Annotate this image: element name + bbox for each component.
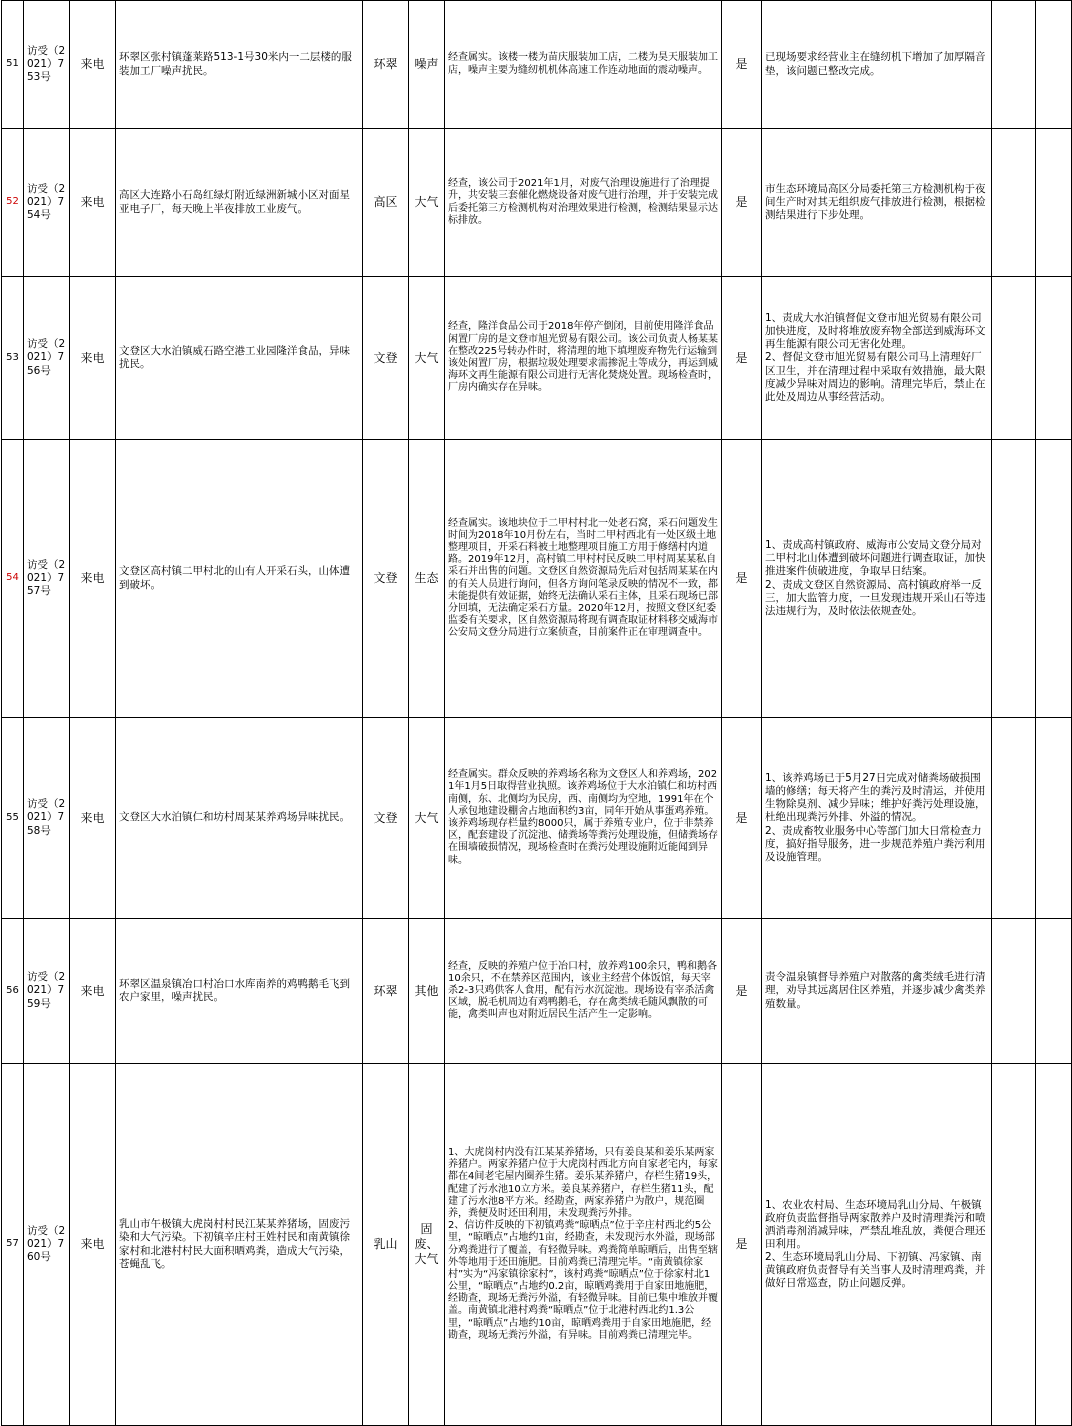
district: 乳山 <box>363 1064 409 1426</box>
handling-actions: 1、该养鸡场已于5月27日完成对储粪场破损围墙的修缮；每天将产生的粪污及时清运，并使用生物除臭剂、减少异味；维护好粪污处理设施，杜绝出现粪污外排、外溢的情况。 2、责成畜牧业服务中心等部门加大日常检查力度，搞好指导服务，进一步规范养殖户粪污利用及设施管理。 <box>762 718 992 919</box>
handling-actions: 市生态环境局高区分局委托第三方检测机构于夜间生产时对其无组织废气排放进行检测，根据检测结果进行下步处理。 <box>762 129 992 277</box>
blank-cell <box>992 718 1036 919</box>
case-number: 访受（2021）758号 <box>24 718 70 919</box>
verified-flag: 是 <box>722 1 762 129</box>
table-row <box>2 718 1072 919</box>
table-row <box>2 440 1072 718</box>
blank-cell <box>1036 919 1072 1064</box>
blank-cell <box>992 1 1036 129</box>
source-channel: 来电 <box>70 1064 116 1426</box>
source-channel: 来电 <box>70 718 116 919</box>
district: 文登 <box>363 718 409 919</box>
row-number: 51 <box>2 1 24 129</box>
pollution-type: 大气 <box>409 277 445 440</box>
complaint-description: 文登区大水泊镇仁和坊村周某某养鸡场异味扰民。 <box>116 718 363 919</box>
investigation-findings: 经查属实。该楼一楼为苗庆服装加工店，二楼为昊天服装加工店，噪声主要为缝纫机机体高速工作连动地面的震动噪声。 <box>445 1 722 129</box>
pollution-type: 大气 <box>409 129 445 277</box>
case-number: 访受（2021）757号 <box>24 440 70 718</box>
complaint-description: 文登区大水泊镇威石路空港工业园隆洋食品，异味扰民。 <box>116 277 363 440</box>
case-number: 访受（2021）753号 <box>24 1 70 129</box>
blank-cell <box>992 1064 1036 1426</box>
complaint-description: 乳山市午极镇大虎岗村村民江某某养猪场，固废污染和大气污染。下初镇辛庄村王姓村民和南黄镇徐家村和北港村村民大面积晒鸡粪，造成大气污染，苍蝇乱飞。 <box>116 1064 363 1426</box>
blank-cell <box>1036 718 1072 919</box>
blank-cell <box>992 440 1036 718</box>
blank-cell <box>1036 1064 1072 1426</box>
row-number: 53 <box>2 277 24 440</box>
case-number: 访受（2021）756号 <box>24 277 70 440</box>
pollution-type: 生态 <box>409 440 445 718</box>
verified-flag: 是 <box>722 919 762 1064</box>
complaint-description: 高区大连路小石岛红绿灯附近绿洲新城小区对面星亚电子厂，每天晚上半夜排放工业废气。 <box>116 129 363 277</box>
handling-actions: 1、农业农村局、生态环境局乳山分局、午极镇政府负责监督指导两家散养户及时清理粪污和喷洒消毒剂消减异味，严禁乱堆乱放，粪便合理还田利用。 2、生态环境局乳山分局、下初镇、冯家镇、南黄镇政府负责督导有关当事人及时清理鸡粪，并做好日常巡查，防止问题反弹。 <box>762 1064 992 1426</box>
complaint-table <box>1 0 1072 1426</box>
pollution-type: 其他 <box>409 919 445 1064</box>
investigation-findings: 经查属实。群众反映的养鸡场名称为文登区人和养鸡场，2021年1月5日取得营业执照。该养鸡场位于大水泊镇仁和坊村西南侧，东、北侧均为民房，西、南侧均为空地，1991年在个人承包地建设棚舍占地面积约3亩，同年开始从事蛋鸡养殖。该养鸡场现存栏量约8000只，属于养殖专业户，位于非禁养区，配套建设了沉淀池、储粪场等粪污处理设施，但储粪场存在围墙破损情况，现场检查时在粪污处理设施附近能闻到异味。 <box>445 718 722 919</box>
blank-cell <box>992 919 1036 1064</box>
blank-cell <box>992 277 1036 440</box>
verified-flag: 是 <box>722 440 762 718</box>
table-row <box>2 919 1072 1064</box>
table-body <box>2 1 1072 1426</box>
pollution-type: 固废、大气 <box>409 1064 445 1426</box>
complaint-description: 环翠区温泉镇冶口村冶口水库南养的鸡鸭鹅毛飞到农户家里，噪声扰民。 <box>116 919 363 1064</box>
source-channel: 来电 <box>70 1 116 129</box>
handling-actions: 1、责成高村镇政府、威海市公安局文登分局对二甲村北山体遭到破坏问题进行调查取证，加快推进案件侦破进度，争取早日结案。 2、责成文登区自然资源局、高村镇政府举一反三，加大监管力度，一旦发现违规开采山石等违法违规行为，及时依法依规查处。 <box>762 440 992 718</box>
handling-actions: 责令温泉镇督导养殖户对散落的禽类绒毛进行清理，劝导其远离居住区养殖，并逐步减少禽类养殖数量。 <box>762 919 992 1064</box>
row-number: 57 <box>2 1064 24 1426</box>
pollution-type: 大气 <box>409 718 445 919</box>
table-row <box>2 1064 1072 1426</box>
pollution-type: 噪声 <box>409 1 445 129</box>
row-number: 54 <box>2 440 24 718</box>
handling-actions: 1、责成大水泊镇督促文登市旭光贸易有限公司加快进度，及时将堆放废弃物全部送到威海环文再生能源有限公司无害化处理。 2、督促文登市旭光贸易有限公司马上清理好厂区卫生，并在清理过程中采取有效措施，最大限度减少异味对周边的影响。清理完毕后，禁止在此处及周边从事经营活动。 <box>762 277 992 440</box>
source-channel: 来电 <box>70 129 116 277</box>
verified-flag: 是 <box>722 277 762 440</box>
source-channel: 来电 <box>70 919 116 1064</box>
verified-flag: 是 <box>722 129 762 277</box>
row-number: 55 <box>2 718 24 919</box>
blank-cell <box>1036 277 1072 440</box>
blank-cell <box>1036 440 1072 718</box>
case-number: 访受（2021）759号 <box>24 919 70 1064</box>
investigation-findings: 经查，隆洋食品公司于2018年停产倒闭，目前使用隆洋食品闲置厂房的是文登市旭光贸易有限公司。该公司负责人杨某某在整改225号转办件时，将清理的地下填埋废弃物先行运输到该处闲置厂房，根据垃圾处理要求需掺泥土等成分，再运到威海环文再生能源有限公司进行无害化焚烧处置。现场检查时，厂房内确实存在异味。 <box>445 277 722 440</box>
table-row <box>2 1 1072 129</box>
table-row <box>2 277 1072 440</box>
investigation-findings: 1、大虎岗村内没有江某某养猪场，只有姜良某和姜乐某两家养猪户。两家养猪户位于大虎岗村西北方向自家老宅内，每家都在4间老宅屋内圈养生猪。姜乐某养猪户，存栏生猪19头，配建了污水池10立方米。姜良某养猪户，存栏生猪11头，配建了污水池8平方米。经勘查，两家养猪户为散户，规范圈养，粪便及时还田利用，未发现粪污外排。 2、信访件反映的下初镇鸡粪“晾晒点”位于辛庄村西北约5公里，“晾晒点”占地约1亩，经勘查，未发现污水外溢，现场部分鸡粪进行了覆盖，有轻微异味。鸡粪简单晾晒后，出售至辖外等地用于还田施肥。目前鸡粪已清理完毕。“南黄镇徐家村”实为“冯家镇徐家村”，该村鸡粪“晾晒点”位于徐家村北1公里，“晾晒点”占地约0.2亩，晾晒鸡粪用于自家田地施肥，经勘查，现场无粪污外溢，有轻微异味。目前已集中堆放并覆盖。南黄镇北港村鸡粪“晾晒点”位于北港村西北约1.3公里，“晾晒点”占地约10亩，晾晒鸡粪用于自家田地施肥，经勘查，现场无粪污外溢，有异味。目前鸡粪已清理完毕。 <box>445 1064 722 1426</box>
district: 文登 <box>363 440 409 718</box>
table-row <box>2 129 1072 277</box>
verified-flag: 是 <box>722 718 762 919</box>
district: 文登 <box>363 277 409 440</box>
investigation-findings: 经查，反映的养殖户位于冶口村，放养鸡100余只，鸭和鹅各10余只，不在禁养区范围内，该业主经营个体饭馆，每天宰杀2-3只鸡供客人食用，配有污水沉淀池。现场设有宰杀活禽区域，脱毛机周边有鸡鸭鹅毛，存在禽类绒毛随风飘散的可能，禽类叫声也对附近居民生活产生一定影响。 <box>445 919 722 1064</box>
verified-flag: 是 <box>722 1064 762 1426</box>
case-number: 访受（2021）754号 <box>24 129 70 277</box>
complaint-description: 文登区高村镇二甲村北的山有人开采石头，山体遭到破坏。 <box>116 440 363 718</box>
row-number: 52 <box>2 129 24 277</box>
blank-cell <box>1036 129 1072 277</box>
district: 环翠 <box>363 919 409 1064</box>
complaint-description: 环翠区张村镇蓬莱路513-1号30米内一二层楼的服装加工厂噪声扰民。 <box>116 1 363 129</box>
investigation-findings: 经查属实。该地块位于二甲村村北一处老石窝，采石问题发生时间为2018年10月份左右，当时二甲村西北有一处区级土地整理项目，开采石料被土地整理项目施工方用于修缮村内道路。2019年12月，高村镇二甲村村民反映二甲村周某某私自采石并出售的问题。文登区自然资源局先后对包括周某某在内的有关人员进行询问，但各方询问笔录反映的情况不一致，都未能提供有效证据，始终无法确认采石主体，且采石现场已部分回填，无法确定采石方量。2020年12月，按照文登区纪委监委有关要求，区自然资源局将现有调查取证材料移交威海市公安局文登分局进行立案侦查，目前案件正在审理调查中。 <box>445 440 722 718</box>
blank-cell <box>1036 1 1072 129</box>
investigation-findings: 经查，该公司于2021年1月，对废气治理设施进行了治理提升，共安装三套催化燃烧设备对废气进行治理，并于安装完成后委托第三方检测机构对治理效果进行检测，检测结果显示达标排放。 <box>445 129 722 277</box>
handling-actions: 已现场要求经营业主在缝纫机下增加了加厚隔音垫，该问题已整改完成。 <box>762 1 992 129</box>
district: 高区 <box>363 129 409 277</box>
district: 环翠 <box>363 1 409 129</box>
case-number: 访受（2021）760号 <box>24 1064 70 1426</box>
row-number: 56 <box>2 919 24 1064</box>
blank-cell <box>992 129 1036 277</box>
source-channel: 来电 <box>70 277 116 440</box>
source-channel: 来电 <box>70 440 116 718</box>
